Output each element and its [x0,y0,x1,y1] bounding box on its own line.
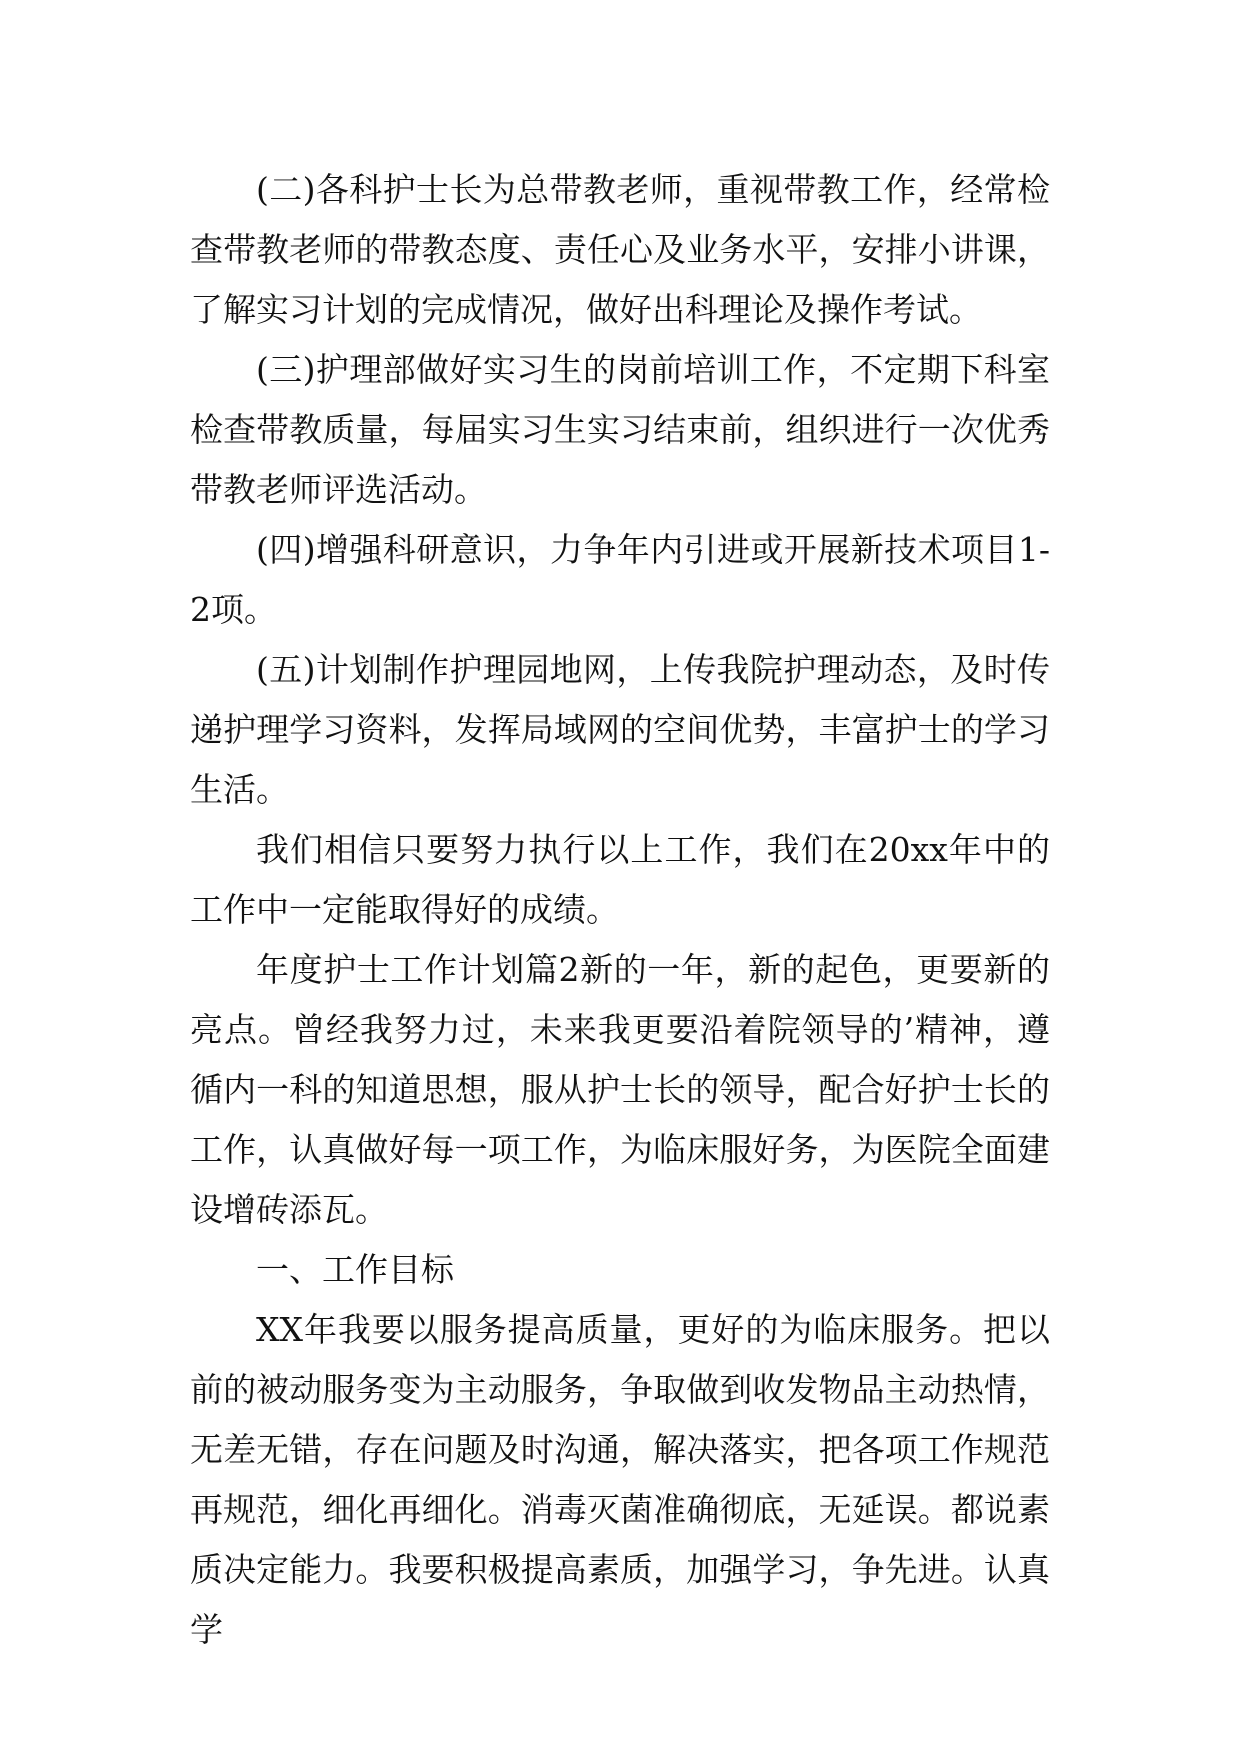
paragraph-confidence: 我们相信只要努力执行以上工作，我们在20xx年中的工作中一定能取得好的成绩。 [190,830,1050,929]
paragraph-nursing-head-teaching: (二)各科护士长为总带教老师，重视带教工作，经常检查带教老师的带教态度、责任心及业务水平，安排小讲课，了解实习计划的完成情况，做好出科理论及操作考试。 [190,170,1050,329]
paragraph-pre-job-training: (三)护理部做好实习生的岗前培训工作，不定期下科室检查带教质量，每届实习生实习结束前，组织进行一次优秀带教老师评选活动。 [190,350,1050,509]
paragraph-plan-2-intro: 年度护士工作计划篇2新的一年，新的起色，更要新的亮点。曾经我努力过，未来我更要沿着院领导的’精神，遵循内一科的知道思想，服从护士长的领导，配合好护士长的工作，认真做好每一项工作，为临床服好务，为医院全面建设增砖添瓦。 [190,950,1050,1229]
paragraph-work-goals: XX年我要以服务提高质量，更好的为临床服务。把以前的被动服务变为主动服务，争取做到收发物品主动热情，无差无错，存在问题及时沟通，解决落实，把各项工作规范再规范，细化再细化。消毒灭菌准确彻底，无延误。都说素质决定能力。我要积极提高素质，加强学习，争先进。认真学 [190,1310,1050,1649]
document-body [190,160,1050,1660]
paragraph-nursing-website: (五)计划制作护理园地网，上传我院护理动态，及时传递护理学习资料，发挥局域网的空间优势，丰富护士的学习生活。 [190,650,1050,809]
paragraph-research-awareness: (四)增强科研意识，力争年内引进或开展新技术项目1-2项。 [190,530,1050,629]
section-heading-work-goals: 一、工作目标 [256,1250,454,1289]
